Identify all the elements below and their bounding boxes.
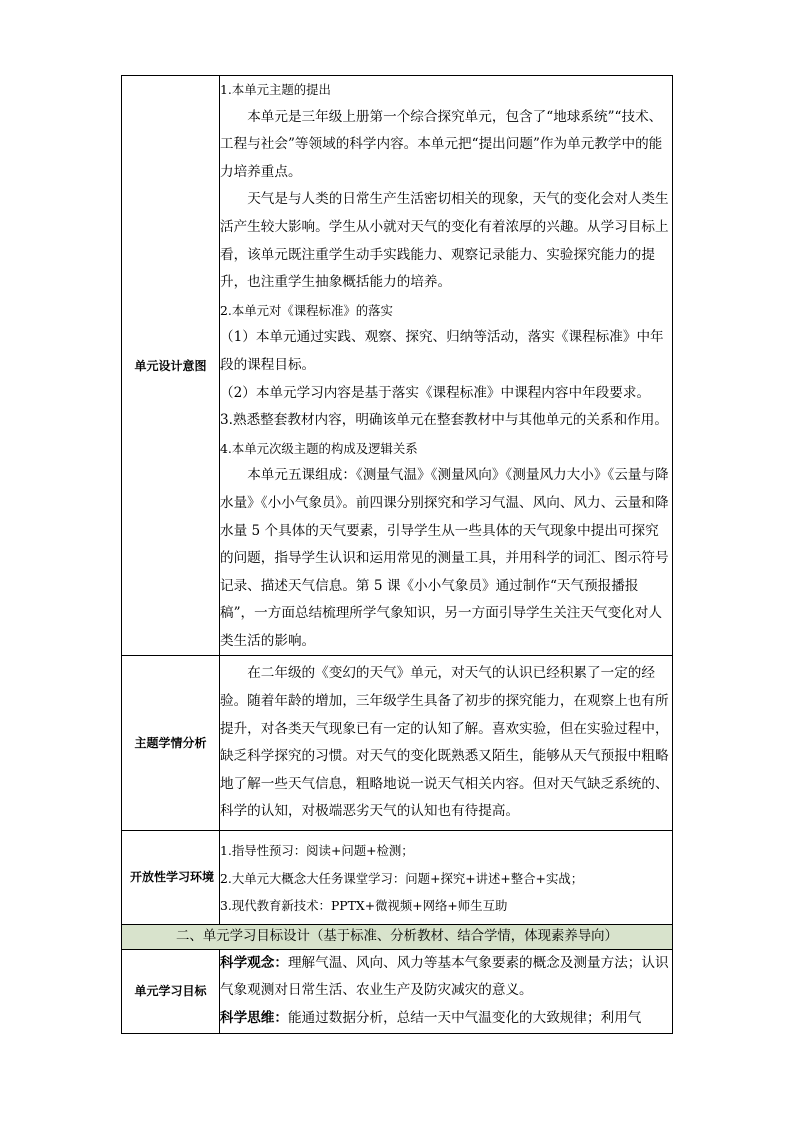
design-intent-row [122, 76, 673, 656]
goal-concept-text: 理解气温、风向、风力等基本气象要素的概念及测量方法；认识气象观测对日常生活、农业生产及防灾减灾的意义。 [220, 954, 669, 999]
paragraph-3: （1）本单元通过实践、观察、探究、归纳等活动，落实《课程标准》中年段的课程目标。 [220, 329, 664, 373]
goal-concept [220, 950, 672, 1005]
unit-goals-row [122, 949, 673, 1033]
learner-analysis-label: 主题学情分析 [122, 656, 220, 831]
paragraph-5: 本单元五课组成：《测量气温》《测量风向》《测量风力大小》《云量与降水量》《小小气象员》。前四课分别探究和学习气温、风向、风力、云量和降水量 5 个具体的天气要素，引导学生从一些具体的天气现象中提出可探究的问题，指导学生认识和运用常见的测量工具，并用科学的词汇、图示符号记录、描述天气信息。第 5 课《小小气象员》通过制作“天气预报播报稿”，一方面总结梳理所学气象知识，另一方面引导学生关注天气变化对人类生活的影响。 [220, 467, 669, 649]
heading-4: 4.本单元次级主题的构成及逻辑关系 [220, 440, 418, 456]
goal-concept-key: 科学观念： [220, 954, 288, 971]
goal-thinking-key: 科学思维： [220, 1010, 288, 1026]
learner-analysis-text: 在二年级的《变幻的天气》单元，对天气的认识已经积累了一定的经验。随着年龄的增加，三年级学生具备了初步的探究能力，在观察上也有所提升，对各类天气现象已有一定的认知了解。喜欢实验，但在实验过程中，缺乏科学探究的习惯。对天气的变化既熟悉又陌生，能够从天气预报中粗略地了解一些天气信息，粗略地说一说天气相关内容。但对天气缺乏系统的、科学的认知，对极端恶劣天气的认知也有待提高。 [220, 665, 669, 820]
paragraph-4: （2）本单元学习内容是基于落实《课程标准》中课程内容中年段要求。 [220, 384, 651, 401]
lesson-design-table [121, 75, 673, 1034]
unit-goals-label: 单元学习目标 [122, 949, 220, 1033]
paragraph-2: 天气是与人类的日常生产生活密切相关的现象，天气的变化会对人类生活产生较大影响。学生从小就对天气的变化有着浓厚的兴趣。从学习目标上看，该单元既注重学生动手实践能力、观察记录能力、实验探究能力的提升，也注重学生抽象概括能力的培养。 [220, 191, 669, 291]
section-two-row [122, 924, 673, 949]
environment-item-2: 2.大单元大概念大任务课堂学习：问题+探究+讲述+整合+实战； [220, 870, 584, 886]
unit-goals-content [220, 949, 673, 1033]
open-environment-row [122, 831, 673, 925]
open-environment-content [220, 831, 673, 925]
environment-item-3: 3.现代教育新技术：PPTX+微视频+网络+师生互助 [220, 898, 508, 914]
section-two-title: 二、单元学习目标设计（基于标准、分析教材、结合学情，体现素养导向） [122, 924, 673, 949]
heading-1: 1.本单元主题的提出 [220, 82, 331, 97]
design-intent-content [220, 76, 673, 656]
heading-2: 2.本单元对《课程标准》的落实 [220, 302, 393, 318]
environment-item-1: 1.指导性预习：阅读+问题+检测； [220, 843, 414, 859]
goal-thinking [220, 1005, 672, 1033]
design-intent-label: 单元设计意图 [122, 76, 220, 656]
heading-3: 3.熟悉整套教材内容，明确该单元在整套教材中与其他单元的关系和作用。 [220, 412, 668, 429]
goal-thinking-text: 能通过数据分析，总结一天中气温变化的大致规律；利用气 [287, 1010, 642, 1026]
learner-analysis-row [122, 656, 673, 831]
open-environment-label: 开放性学习环境 [122, 831, 220, 925]
learner-analysis-content [220, 656, 673, 831]
paragraph-1: 本单元是三年级上册第一个综合探究单元，包含了“地球系统”“技术、工程与社会”等领域的科学内容。本单元把“提出问题”作为单元教学中的能力培养重点。 [220, 108, 663, 180]
